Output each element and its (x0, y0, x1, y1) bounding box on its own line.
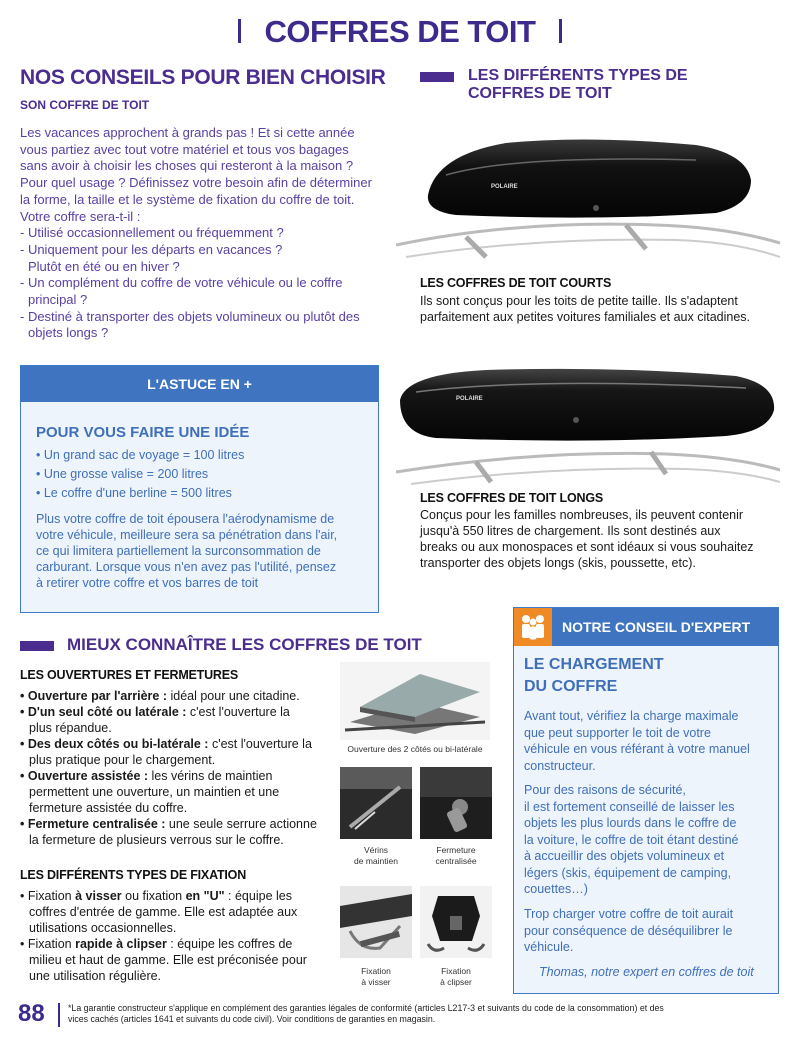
expert-paragraph-2: Pour des raisons de sécurité, il est fortement conseillé de laisser les objets les plus lourds dans le coffre de la voiture, le coffre de toit étant destiné à accueillir des objets volumineux et légers (skis, équipement de camping, couettes…) (524, 783, 739, 896)
fermeture-caption: Fermeture centralisée (435, 845, 477, 866)
types-title (468, 67, 688, 103)
openings-item: plus répandue. (29, 721, 112, 735)
tip-item: • Le coffre d'une berline = 500 litres (36, 486, 232, 500)
tip-list (36, 446, 244, 503)
intro-line: - Un complément du coffre de votre véhicule ou le coffre (20, 275, 343, 291)
opening-caption: Ouverture des 2 côtés ou bi-latérale (347, 744, 483, 754)
types-title-line: COFFRES DE TOIT (468, 85, 612, 102)
intro-line: la forme, la taille et le système de fixation du coffre de toit. (20, 191, 355, 207)
intro-line: objets longs ? (28, 325, 109, 341)
know-title: MIEUX CONNAÎTRE LES COFFRES DE TOIT (67, 635, 422, 654)
tip-line: ce qui limitera partiellement la surconsommation de (36, 544, 321, 558)
long-text (420, 507, 754, 571)
intro-line: Votre coffre sera-t-il : (20, 208, 141, 224)
verins-caption: Vérins de maintien (354, 845, 398, 866)
choose-intro (20, 125, 380, 342)
long-heading: LES COFFRES DE TOIT LONGS (420, 491, 603, 505)
section-marker (420, 72, 454, 82)
page-number: 88 (18, 1000, 45, 1027)
intro-line: - Utilisé occasionnellement ou fréquemment ? (20, 225, 284, 241)
intro-line: sans avoir à choisir les choses qui resteront à la maison ? (20, 158, 354, 174)
intro-line: vous partiez avec tout votre matériel et tous vos bagages (20, 141, 349, 157)
openings-item: • Des deux côtés ou bi-latérale : c'est l'ouverture la (20, 737, 312, 751)
experts-icon (514, 608, 552, 646)
openings-item: fermeture assistée du coffre. (29, 801, 188, 815)
fixation-item: • Fixation à visser ou fixation en "U" : équipe les (20, 889, 292, 903)
expert-banner-text: NOTRE CONSEIL D'EXPERT (562, 619, 751, 635)
verins-photo (340, 767, 412, 839)
short-line: parfaitement aux petites voitures familiales et aux citadines. (420, 310, 751, 324)
fixation-item: milieu et haut de gamme. Elle est préconisée pour (29, 953, 307, 967)
openings-item: • Ouverture par l'arrière : idéal pour une citadine. (20, 689, 300, 703)
fermeture-photo (420, 767, 492, 839)
fixation-item: coffres d'entrée de gamme. Elle est adaptée aux (29, 905, 298, 919)
openings-item: plus pratique pour le chargement. (29, 753, 216, 767)
tip-line: Plus votre coffre de toit épousera l'aérodynamisme de (36, 512, 335, 526)
visser-photo (340, 886, 412, 958)
openings-item: • Ouverture assistée : les vérins de maintien (20, 769, 273, 783)
long-line: transporter des objets longs (skis, poussette, etc). (420, 556, 696, 570)
intro-line: - Uniquement pour les départs en vacances ? (20, 241, 283, 257)
expert-signature: Thomas, notre expert en coffres de toit (539, 965, 754, 979)
tip-line: votre véhicule, meilleure sera sa pénétration dans l'air, (36, 528, 338, 542)
openings-list (20, 688, 317, 848)
tip-paragraph (36, 511, 337, 591)
intro-line: - Destiné à transporter des objets volumineux ou plutôt des (20, 308, 360, 324)
opening-photo (340, 662, 490, 740)
intro-line: Pour quel usage ? Définissez votre besoin afin de déterminer (20, 175, 372, 191)
expert-paragraph-3: Trop charger votre coffre de toit aurait pour conséquence de déséquilibrer le véhicule. (524, 907, 734, 954)
long-line: breaks ou aux monospaces et sont idéaux si vous souhaitez (420, 540, 754, 554)
tip-banner: L'ASTUCE EN + (21, 366, 378, 402)
expert-paragraph-1: Avant tout, vérifiez la charge maximale que peut supporter le toit de votre véhicule en vous référant à votre manuel constructeur. (524, 709, 750, 773)
openings-item: • Fermeture centralisée : une seule serrure actionne (20, 817, 317, 831)
tip-item: • Un grand sac de voyage = 100 litres (36, 448, 245, 462)
tip-item: • Une grosse valise = 200 litres (36, 467, 209, 481)
short-roof-box-image (396, 125, 780, 265)
page-title-text: COFFRES DE TOIT (264, 14, 536, 49)
fixation-item: • Fixation rapide à clipser : équipe les coffres de (20, 937, 293, 951)
fixation-item: utilisations occasionnelles. (29, 921, 177, 935)
short-heading: LES COFFRES DE TOIT COURTS (420, 276, 612, 290)
clipser-photo (420, 886, 492, 958)
fixation-list (20, 888, 307, 984)
openings-heading: LES OUVERTURES ET FERMETURES (20, 668, 239, 682)
openings-item: • D'un seul côté ou latérale : c'est l'ouverture la (20, 705, 290, 719)
tip-line: à retirer votre coffre et vos barres de toit (36, 576, 259, 590)
fixation-heading: LES DIFFÉRENTS TYPES DE FIXATION (20, 868, 247, 882)
title-bar-right (559, 19, 562, 43)
expert-banner (514, 608, 778, 646)
tip-heading: POUR VOUS FAIRE UNE IDÉE (36, 424, 250, 441)
intro-line: Plutôt en été ou en hiver ? (28, 258, 180, 274)
short-text (420, 293, 750, 325)
choose-subtitle: SON COFFRE DE TOIT (20, 98, 150, 112)
intro-line: Les vacances approchent à grands pas ! Et si cette année (20, 125, 355, 140)
footer-divider (58, 1003, 60, 1027)
clipser-caption: Fixation à clipser (440, 966, 472, 987)
openings-item: la fermeture de plusieurs verrous sur le coffre. (29, 833, 284, 847)
long-roof-box-image (396, 362, 780, 487)
long-line: Conçus pour les familles nombreuses, ils peuvent contenir (420, 508, 744, 522)
visser-caption: Fixation à visser (361, 966, 391, 987)
expert-heading: LE CHARGEMENT DU COFFRE (524, 656, 664, 695)
types-title-line: LES DIFFÉRENTS TYPES DE (468, 67, 688, 84)
long-line: jusqu'à 550 litres de chargement. Ils sont destinés aux (420, 524, 721, 538)
openings-item: permettent une ouverture, un maintien et une (29, 785, 280, 799)
expert-box (513, 607, 779, 994)
fixation-item: une utilisation régulière. (29, 969, 162, 983)
title-bar-left (238, 19, 241, 43)
section-marker (20, 641, 54, 651)
choose-title: NOS CONSEILS POUR BIEN CHOISIR (20, 66, 386, 89)
tip-line: carburant. Lorsque vous n'en avez pas l'utilité, pensez (36, 560, 337, 574)
tip-box (20, 365, 379, 613)
footnote: *La garantie constructeur s'applique en complément des garanties légales de conformité (articles L217-3 et suivants du code de la consommation) et des vices cachés (articles 1641 et suivants du code civil). Voir conditions de garanties en magasin. (68, 1003, 664, 1024)
intro-line: principal ? (28, 292, 88, 308)
brand-logo: POLAIRE (491, 184, 518, 190)
page-title (0, 14, 800, 50)
brand-logo: POLAIRE (456, 396, 483, 402)
short-line: Ils sont conçus pour les toits de petite taille. Ils s'adaptent (420, 294, 738, 308)
